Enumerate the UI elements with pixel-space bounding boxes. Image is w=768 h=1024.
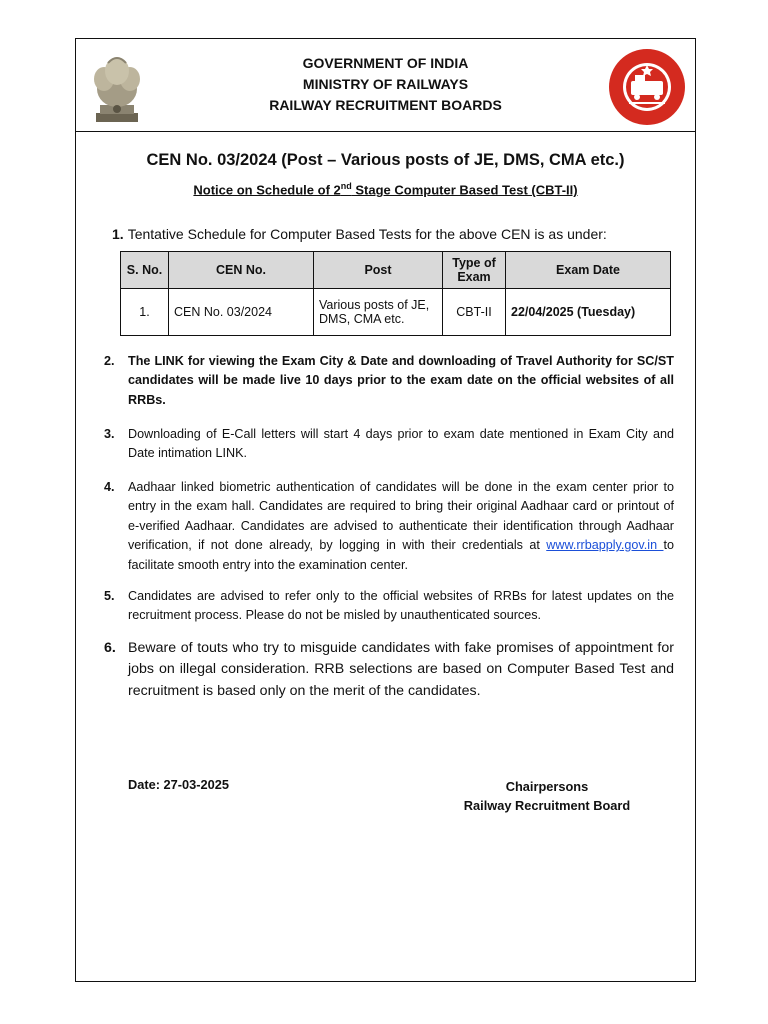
letterhead-title bbox=[76, 53, 695, 116]
paragraph-1-text: Tentative Schedule for Computer Based Tests for the above CEN is as under: bbox=[127, 226, 607, 242]
col-header-date: Exam Date bbox=[506, 252, 671, 289]
cell-sno: 1. bbox=[121, 289, 169, 336]
signature-block bbox=[456, 777, 638, 815]
notice-page bbox=[75, 38, 696, 982]
ministry-line: MINISTRY OF RAILWAYS bbox=[302, 76, 469, 92]
item-number: 5. bbox=[104, 589, 115, 603]
list-item bbox=[102, 425, 674, 464]
item-text: Beware of touts who try to misguide candidates with fake promises of appointment for jobs on illegal consideration. RRB selections are based on Computer Based Test and recruitment is based only on the merit of the candidates. bbox=[128, 640, 674, 699]
notice-title-sup: nd bbox=[340, 181, 352, 191]
indian-railways-logo-icon bbox=[607, 47, 687, 127]
col-header-type: Type of Exam bbox=[443, 252, 506, 289]
item-text-before: Aadhaar linked biometric authentication of candidates will be done in the exam center prior to entry in the exam hall. Candidates are required to bring their original Aadhaar card or printout of e-verified Aadhaar. Candidates are advised to authenticate their identification through Aadhaar verification, if not done already, by logging in with their credentials at bbox=[128, 480, 674, 553]
list-item bbox=[102, 587, 674, 626]
cell-post: Various posts of JE, DMS, CMA etc. bbox=[314, 289, 443, 336]
paragraph-1 bbox=[112, 226, 607, 242]
list-item bbox=[102, 352, 674, 410]
item-number: 3. bbox=[104, 427, 115, 441]
item-text-after: to facilitate smooth entry into the examination center. bbox=[128, 538, 674, 572]
item-2-block bbox=[102, 352, 674, 410]
table-row bbox=[121, 289, 671, 336]
cen-title: CEN No. 03/2024 (Post – Various posts of JE, DMS, CMA etc.) bbox=[146, 151, 625, 169]
cell-cen: CEN No. 03/2024 bbox=[169, 289, 314, 336]
item-3-block bbox=[102, 425, 674, 464]
signatory-board: Railway Recruitment Board bbox=[463, 798, 631, 813]
item-number: 4. bbox=[104, 480, 115, 494]
rrb-line: RAILWAY RECRUITMENT BOARDS bbox=[269, 97, 502, 113]
letterhead bbox=[76, 39, 695, 132]
item-5-block bbox=[102, 587, 674, 626]
item-number: 2. bbox=[104, 354, 115, 368]
item-number: 6. bbox=[104, 640, 116, 656]
col-header-sno: S. No. bbox=[121, 252, 169, 289]
notice-title-suffix: Stage Computer Based Test (CBT-II) bbox=[351, 182, 578, 198]
signatory-designation: Chairpersons bbox=[505, 779, 589, 794]
rrbapply-link[interactable]: www.rrbapply.gov.in bbox=[546, 538, 664, 553]
notice-title-prefix: Notice on Schedule of 2 bbox=[193, 182, 341, 198]
notice-date: Date: 27-03-2025 bbox=[128, 777, 230, 792]
item-text: Candidates are advised to refer only to the official websites of RRBs for latest updates on the recruitment process. Please do not be misled by unauthenticated sources. bbox=[128, 589, 674, 623]
list-item bbox=[102, 638, 674, 702]
col-header-post: Post bbox=[314, 252, 443, 289]
item-text: Downloading of E-Call letters will start 4 days prior to exam date mentioned in Exam City and Date intimation LINK. bbox=[128, 427, 674, 461]
cell-type: CBT-II bbox=[443, 289, 506, 336]
cell-date: 22/04/2025 (Tuesday) bbox=[506, 289, 671, 336]
notice-title bbox=[76, 181, 695, 197]
list-item bbox=[102, 478, 674, 575]
col-header-cen: CEN No. bbox=[169, 252, 314, 289]
item-4-block bbox=[102, 478, 674, 575]
paragraph-1-number: 1. bbox=[112, 226, 124, 242]
table-header-row bbox=[121, 252, 671, 289]
govt-line: GOVERNMENT OF INDIA bbox=[302, 55, 469, 71]
schedule-table bbox=[120, 251, 671, 336]
item-text: The LINK for viewing the Exam City & Date and downloading of Travel Authority for SC/ST candidates will be made live 10 days prior to the exam date on the official websites of all RRBs. bbox=[128, 354, 674, 407]
item-6-block bbox=[102, 638, 674, 702]
